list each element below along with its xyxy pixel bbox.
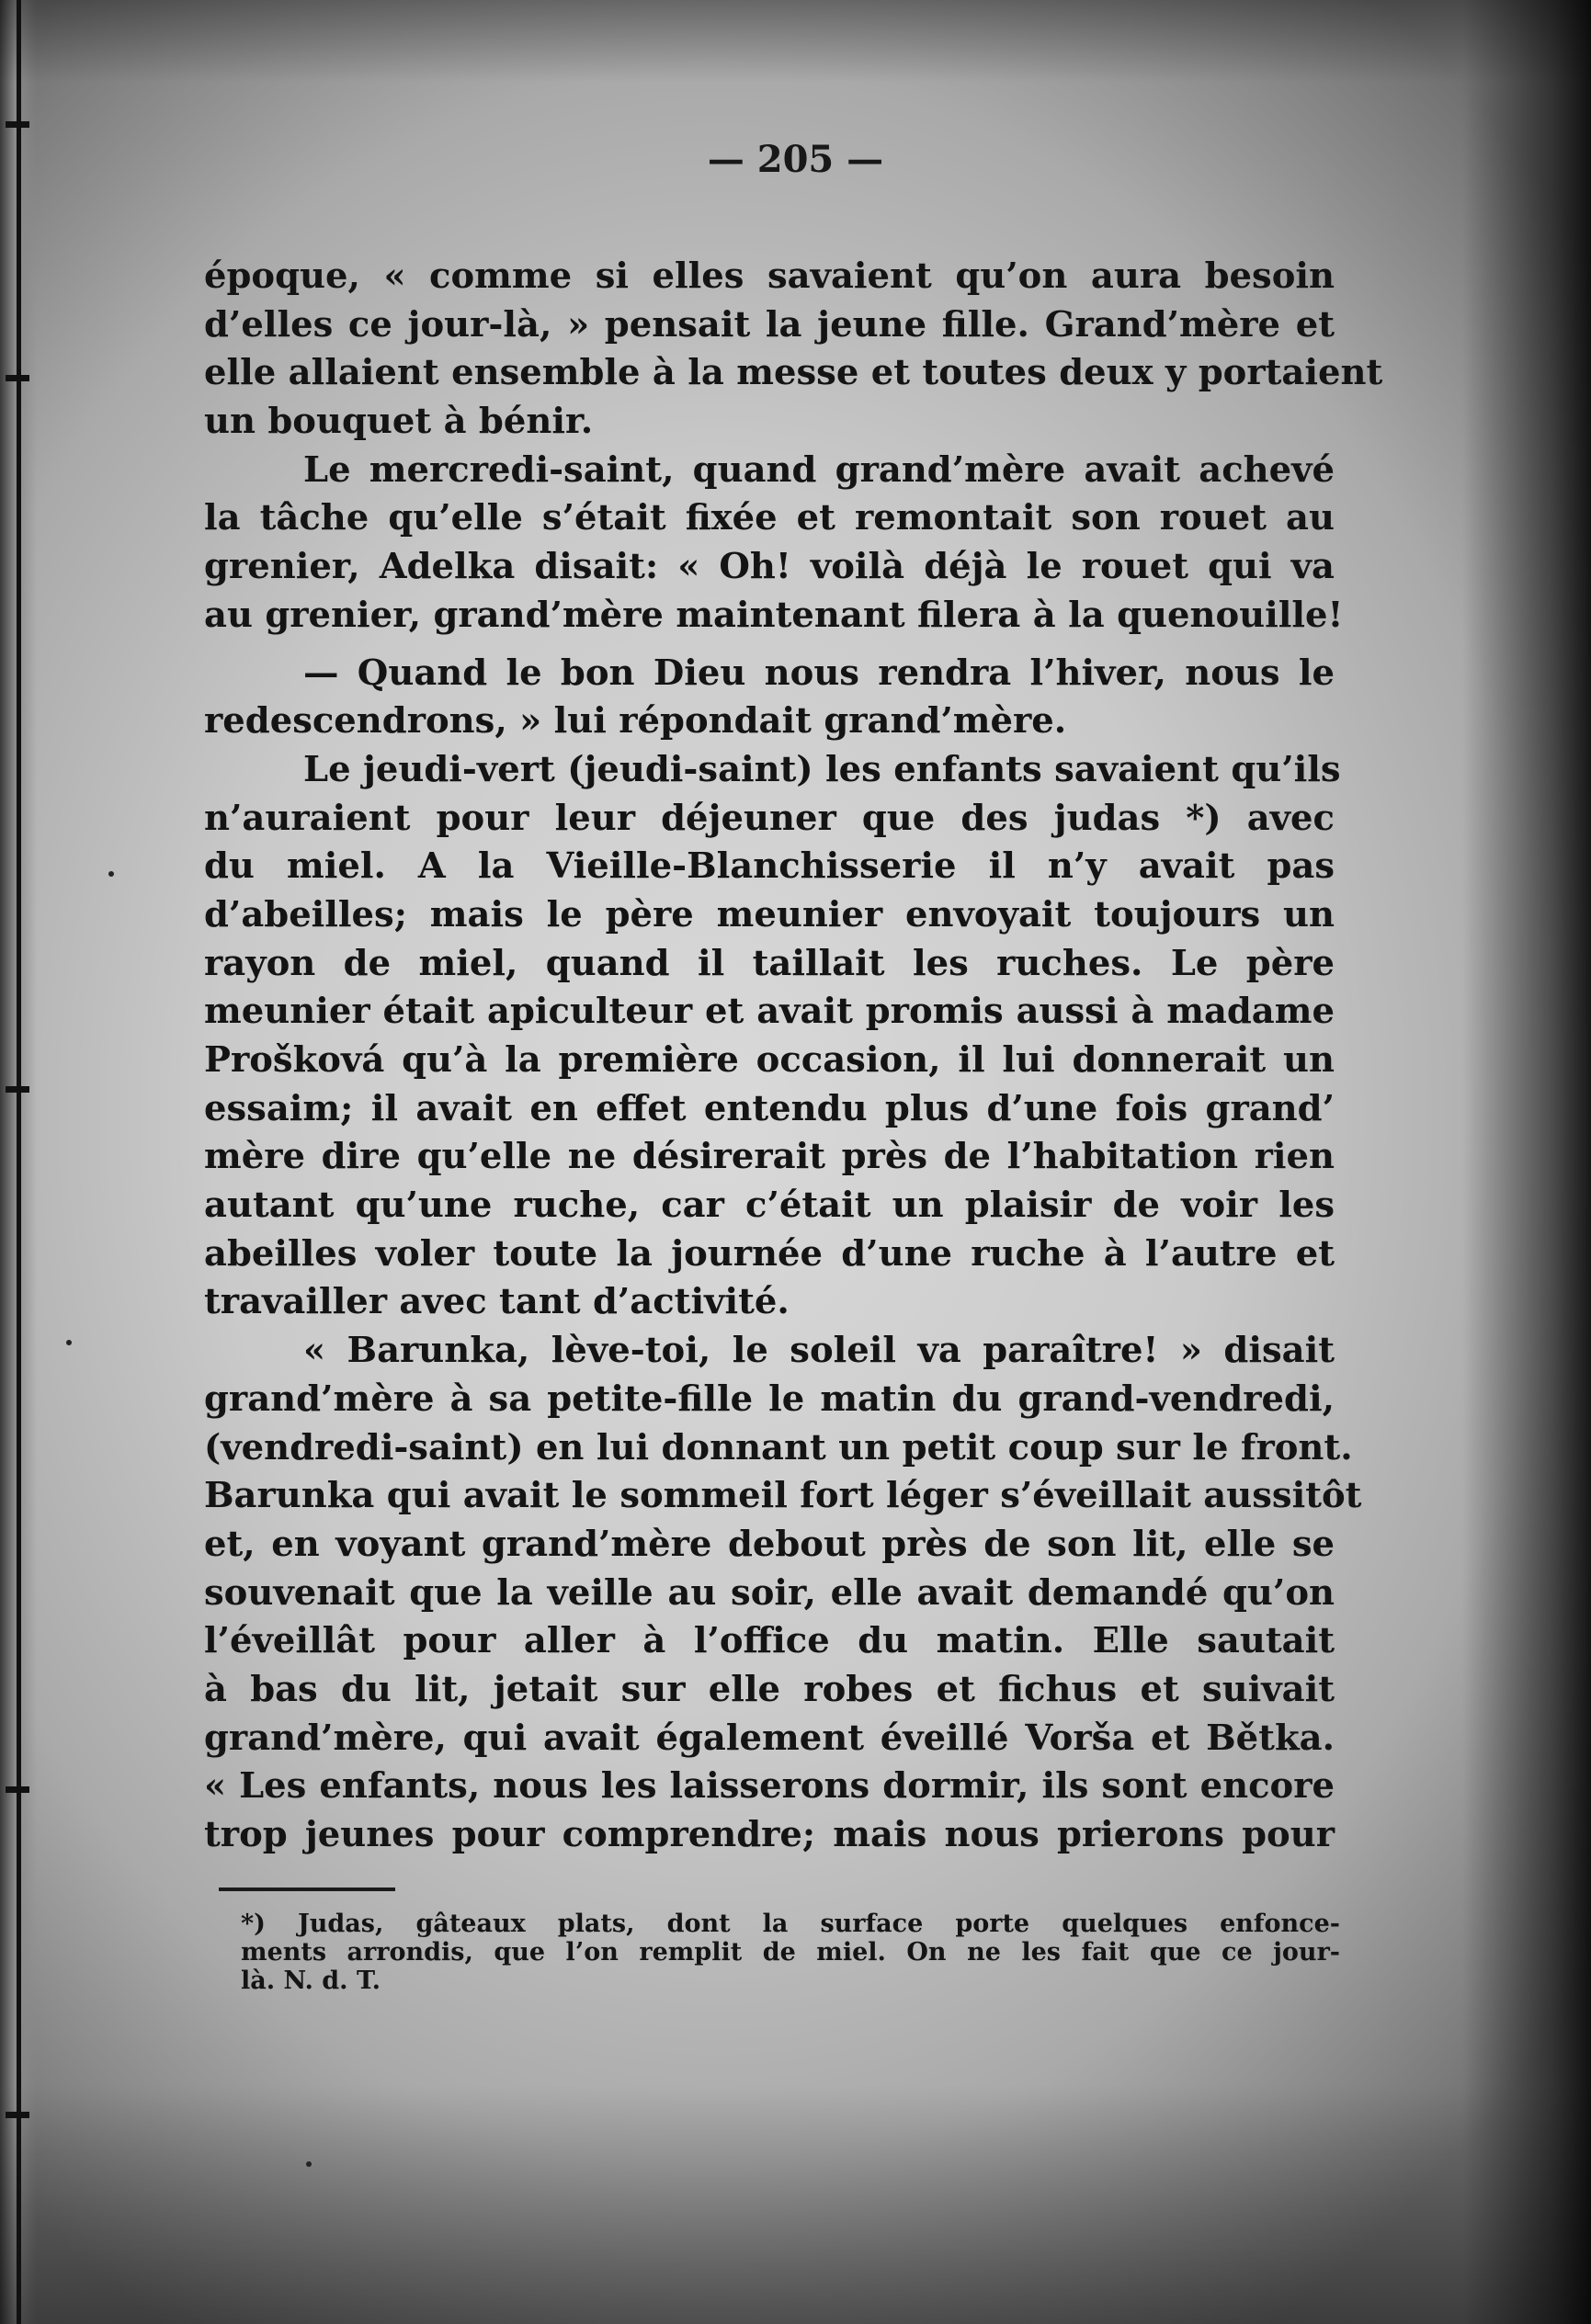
text-line: abeilles voler toute la journée d’une ruche à l’autre et: [204, 1232, 1335, 1275]
binding-mark: [6, 121, 29, 128]
text-line: Le mercredi-saint, quand grand’mère avait achevé: [303, 448, 1335, 491]
text-line: grand’mère, qui avait également éveillé Vorša et Bětka.: [204, 1717, 1335, 1759]
text-line: mère dire qu’elle ne désirerait près de l’habitation rien: [204, 1136, 1335, 1178]
paper-speck: [306, 2161, 312, 2167]
text-line: Le jeudi-vert (jeudi-saint) les enfants savaient qu’ils: [303, 748, 1341, 790]
right-edge-shadow: [1462, 0, 1591, 2324]
text-line: Prošková qu’à la première occasion, il lui donnerait un: [204, 1039, 1335, 1081]
binding-line: [17, 0, 21, 2324]
text-line: grenier, Adelka disait: « Oh! voilà déjà le rouet qui va: [204, 546, 1335, 588]
text-line: rayon de miel, quand il taillait les ruches. Le père: [204, 942, 1335, 984]
text-line: meunier était apiculteur et avait promis aussi à madame: [204, 991, 1335, 1033]
text-line: — Quand le bon Dieu nous rendra l’hiver, nous le: [303, 652, 1335, 694]
paper-speck: [108, 871, 114, 877]
binding-mark: [6, 1086, 29, 1093]
text-line: la tâche qu’elle s’était fixée et remontait son rouet au: [204, 497, 1335, 539]
text-line: d’elles ce jour-là, » pensait la jeune fille. Grand’mère et: [204, 303, 1335, 346]
text-line: au grenier, grand’mère maintenant filera à la quenouille!: [204, 594, 1344, 636]
text-line: « Les enfants, nous les laisserons dormir, ils sont encore: [204, 1765, 1335, 1808]
text-line: du miel. A la Vieille-Blanchisserie il n’y avait pas: [204, 845, 1335, 888]
footnote-line: là. N. d. T.: [241, 1967, 381, 1995]
page-number: — 205 —: [707, 138, 884, 181]
text-line: essaim; il avait en effet entendu plus d’une fois grand’: [204, 1087, 1335, 1129]
text-line: un bouquet à bénir.: [204, 401, 594, 443]
text-line: (vendredi-saint) en lui donnant un petit coup sur le front.: [204, 1426, 1353, 1468]
text-line: travailler avec tant d’activité.: [204, 1281, 790, 1323]
text-line: Barunka qui avait le sommeil fort léger s’éveillait aussitôt: [204, 1475, 1362, 1517]
paper-speck: [66, 1340, 72, 1345]
binding-mark: [6, 2112, 29, 2118]
text-line: à bas du lit, jetait sur elle robes et fichus et suivait: [204, 1668, 1335, 1710]
text-line: « Barunka, lève-toi, le soleil va paraître! » disait: [303, 1330, 1335, 1372]
footnote-separator: [219, 1888, 395, 1891]
text-line: grand’mère à sa petite-fille le matin du grand-vendredi,: [204, 1377, 1335, 1420]
text-line: n’auraient pour leur déjeuner que des judas *) avec: [204, 797, 1335, 839]
text-line: et, en voyant grand’mère debout près de son lit, elle se: [204, 1523, 1335, 1565]
text-line: l’éveillât pour aller à l’office du matin. Elle sautait: [204, 1620, 1335, 1662]
text-line: redescendrons, » lui répondait grand’mère.: [204, 700, 1067, 743]
footnote: [241, 1910, 1340, 1995]
bottom-edge-shadow: [0, 2085, 1591, 2324]
binding-mark: [6, 1786, 29, 1793]
text-line: elle allaient ensemble à la messe et toutes deux y portaient: [204, 352, 1383, 394]
text-line: trop jeunes pour comprendre; mais nous prierons pour: [204, 1814, 1335, 1855]
binding-mark: [6, 375, 29, 381]
text-line: autant qu’une ruche, car c’était un plaisir de voir les: [204, 1185, 1335, 1227]
footnote-line: *) Judas, gâteaux plats, dont la surface porte quelques enfonce-: [241, 1910, 1340, 1938]
text-line: souvenait que la veille au soir, elle avait demandé qu’on: [204, 1571, 1335, 1614]
body-text: [204, 253, 1383, 1860]
text-line: d’abeilles; mais le père meunier envoyait toujours un: [204, 893, 1335, 935]
footnote-line: ments arrondis, que l’on remplit de miel. On ne les fait que ce jour-: [241, 1938, 1340, 1967]
text-line: époque, « comme si elles savaient qu’on aura besoin: [204, 255, 1335, 297]
top-edge-shadow: [0, 0, 1591, 83]
